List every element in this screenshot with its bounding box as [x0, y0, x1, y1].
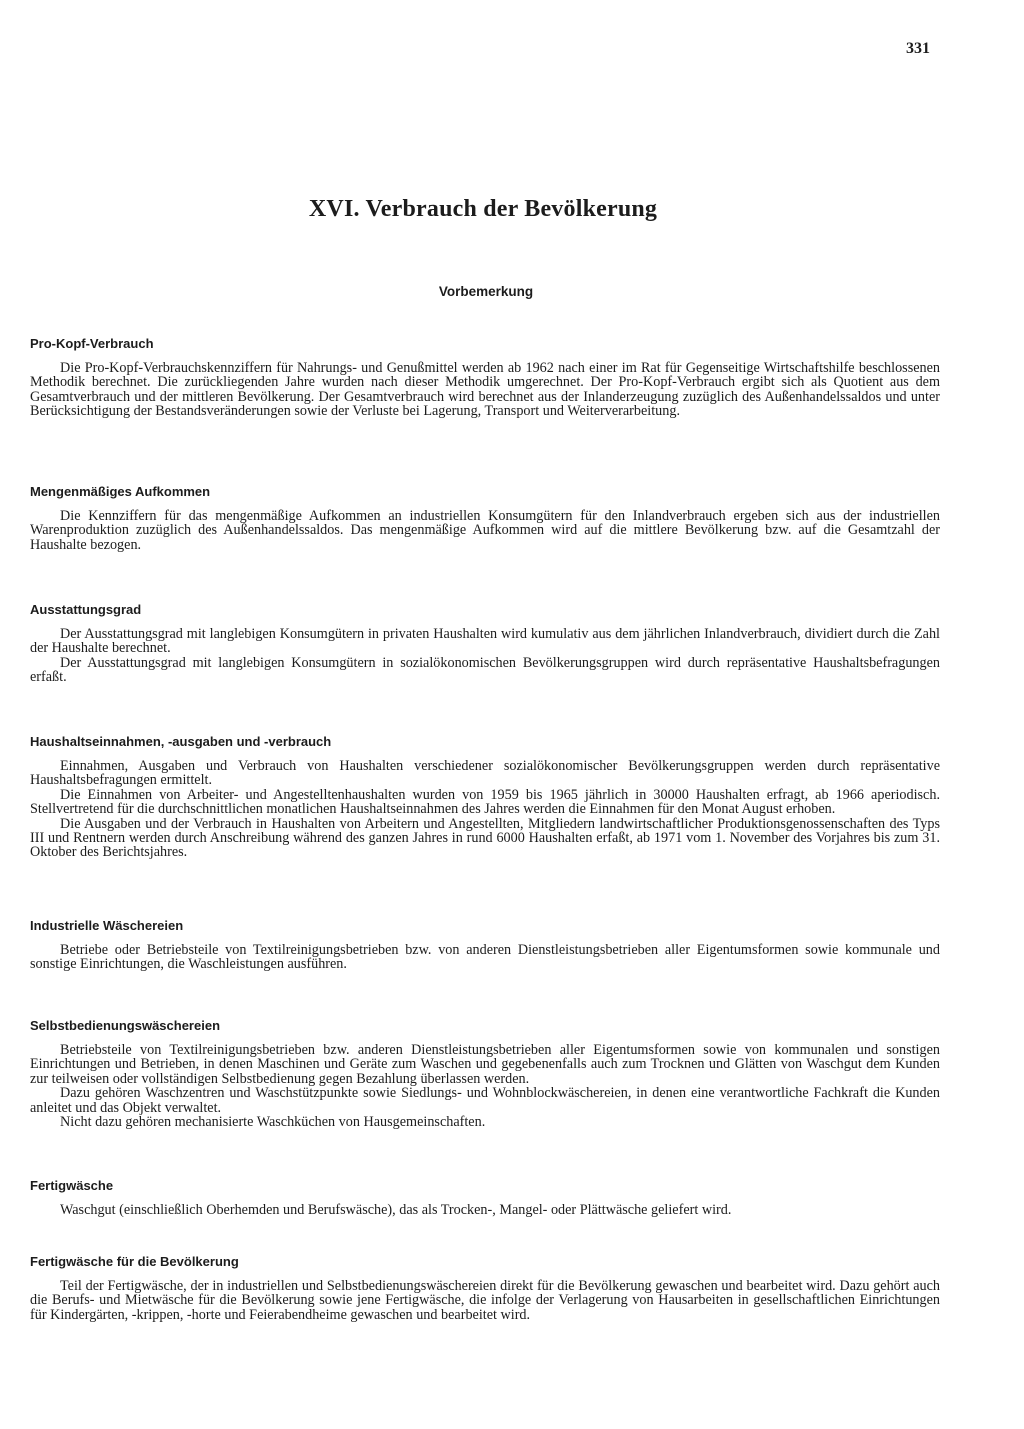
preface-title: Vorbemerkung [438, 284, 534, 299]
chapter-title: XVI. Verbrauch der Bevölkerung [308, 196, 658, 222]
section-heading: Mengenmäßiges Aufkommen [30, 484, 211, 499]
paragraph: Teil der Fertigwäsche, der in industriellen und Selbstbedienungswäschereien direkt für die Bevölkerung gewaschen und bearbeitet wird. Dazu gehört auch die Berufs- und Mietwäsche für die Bevölkerung sowie jene Fertigwäsche, die infolge der Verlagerung von Hausarbeiten in gesellschaftlichen Einrichtungen für Kindergärten, -krippen, -horte und Feierabendheime gewaschen und bearbeitet wird. [30, 1278, 940, 1323]
section-fertigwaesche-bevoelkerung [30, 1254, 940, 1322]
section-selbstbedienungswaeschereien [30, 1018, 940, 1129]
section-heading: Pro-Kopf-Verbrauch [30, 336, 154, 351]
paragraph: Nicht dazu gehören mechanisierte Waschküchen von Hausgemeinschaften. [60, 1114, 486, 1131]
paragraph: Dazu gehören Waschzentren und Waschstützpunkte sowie Siedlungs- und Wohnblockwäschereien, in denen eine verantwortliche Fachkraft die Kunden anleitet und das Objekt verwaltet. [30, 1085, 940, 1116]
paragraph: Die Ausgaben und der Verbrauch in Haushalten von Arbeitern und Angestellten, Mitgliedern landwirtschaftlicher Produktionsgenossenschaften des Typs III und Rentnern werden durch Anschreibung während des ganzen Jahres in rund 6000 Haushalten erfaßt, ab 1971 vom 1. November des Vorjahres bis zum 31. Oktober des Berichtsjahres. [30, 815, 940, 861]
section-mengenmaessiges-aufkommen [30, 484, 940, 552]
section-haushaltseinnahmen [30, 734, 940, 860]
section-heading: Ausstattungsgrad [30, 602, 142, 617]
section-pro-kopf-verbrauch [30, 336, 940, 419]
section-ausstattungsgrad [30, 602, 940, 685]
paragraph: Waschgut (einschließlich Oberhemden und Berufswäsche), das als Trocken-, Mangel- oder Plättwäsche geliefert wird. [60, 1202, 732, 1218]
paragraph: Betriebsteile von Textilreinigungsbetrieben bzw. anderen Dienstleistungsbetrieben aller Eigentumsformen sowie von kommunalen und sonstigen Einrichtungen und Betrieben, in denen Maschinen und Geräte zum Waschen und gegebenenfalls auch zum Trocknen und Glätten von Waschgut dem Kunden zur teilweisen oder vollständigen Selbstbedienung gegen Bezahlung überlassen werden. [30, 1042, 940, 1087]
paragraph: Einnahmen, Ausgaben und Verbrauch von Haushalten verschiedener sozialökonomischer Bevölkerungsgruppen werden durch repräsentative Haushaltsbefragungen ermittelt. [30, 758, 940, 789]
section-heading: Fertigwäsche [30, 1178, 114, 1193]
paragraph: Die Einnahmen von Arbeiter- und Angestelltenhaushalten wurden von 1959 bis 1965 jährlich in 30000 Haushalten erfragt, ab 1966 aperiodisch. Stellvertretend für die durchschnittlichen monatlichen Haushaltseinnahmen des Jahres werden die Einnahmen für den Monat August erhoben. [30, 786, 940, 818]
section-heading: Haushaltseinnahmen, -ausgaben und -verbrauch [30, 734, 332, 749]
page-number: 331 [906, 40, 930, 57]
section-fertigwaesche [30, 1178, 940, 1217]
section-heading: Industrielle Wäschereien [30, 918, 184, 933]
paragraph: Die Kennziffern für das mengenmäßige Aufkommen an industriellen Konsumgütern für den Inlandverbrauch ergeben sich aus der industriellen Warenproduktion zuzüglich des Außenhandelssaldos. Das mengenmäßige Aufkommen wird auf die mittlere Bevölkerung bzw. auf die Gesamtzahl der Haushalte bezogen. [30, 508, 940, 553]
section-heading: Selbstbedienungswäschereien [30, 1018, 221, 1033]
section-heading: Fertigwäsche für die Bevölkerung [30, 1254, 239, 1269]
paragraph: Der Ausstattungsgrad mit langlebigen Konsumgütern in privaten Haushalten wird kumulativ aus dem jährlichen Inlandverbrauch, dividiert durch die Zahl der Haushalte berechnet. [30, 626, 940, 657]
paragraph: Betriebe oder Betriebsteile von Textilreinigungsbetrieben bzw. von anderen Dienstleistungsbetrieben aller Eigentumsformen sowie kommunale und sonstige Einrichtungen, die Waschleistungen ausführen. [30, 942, 940, 973]
paragraph: Der Ausstattungsgrad mit langlebigen Konsumgütern in sozialökonomischen Bevölkerungsgruppen wird durch repräsentative Haushaltsbefragungen erfaßt. [30, 654, 940, 686]
paragraph: Die Pro-Kopf-Verbrauchskennziffern für Nahrungs- und Genußmittel werden ab 1962 nach einer im Rat für Gegenseitige Wirtschaftshilfe beschlossenen Methodik berechnet. Die zurückliegenden Jahre wurden nach dieser Methodik umgerechnet. Der Pro-Kopf-Verbrauch ergibt sich als Quotient aus dem Gesamtverbrauch und der mittleren Bevölkerung. Der Gesamtverbrauch wird berechnet aus der Inlanderzeugung zuzüglich des Außenhandelssaldos und unter Berücksichtigung der Bestandsveränderungen sowie der Verluste bei Lagerung, Transport und Weiterverarbeitung. [30, 360, 940, 420]
section-industrielle-waeschereien [30, 918, 940, 972]
